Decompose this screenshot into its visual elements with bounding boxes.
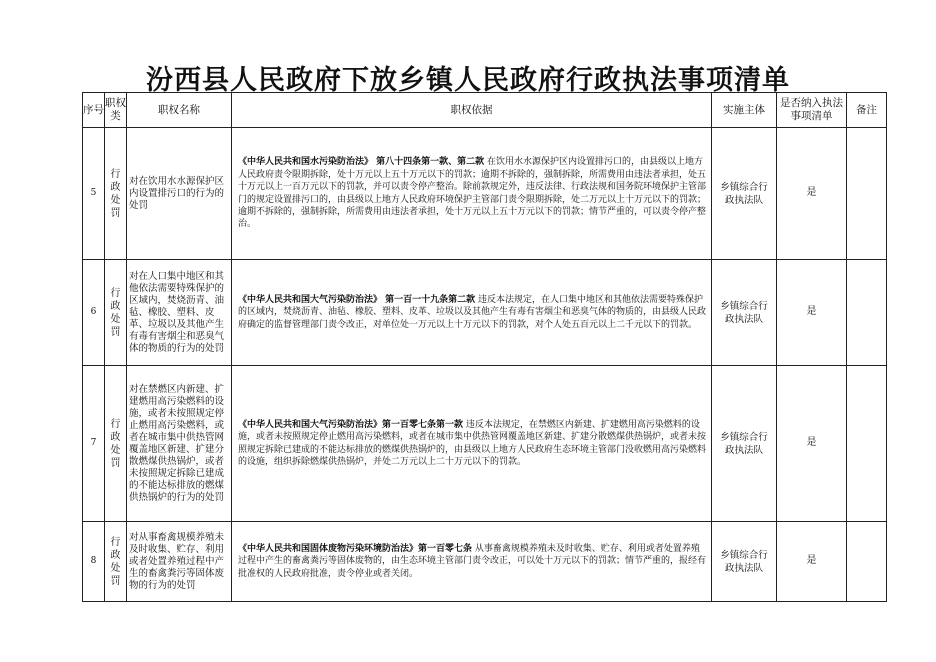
header-remark: 备注	[847, 93, 887, 128]
row-no: 6	[83, 260, 105, 366]
row-category: 行政处罚	[105, 366, 127, 522]
header-basis: 职权依据	[232, 93, 712, 128]
row-law: 《中华人民共和国大气污染防治法》第一百零七条第一款	[238, 419, 464, 430]
row-included: 是	[777, 128, 847, 260]
page-title: 汾西县人民政府下放乡镇人民政府行政执法事项清单	[146, 65, 790, 96]
row-included: 是	[777, 260, 847, 366]
header-body: 实施主体	[712, 93, 777, 128]
row-included: 是	[777, 522, 847, 602]
row-basis-text: 违反本法规定，在人口集中地区和其他依法需要特殊保护的区域内，焚烧沥青、油毡、橡胶、塑料、皮革、垃圾以及其他产生有毒有害烟尘和恶臭气体的物质的，由县级人民政府确定的监督管理部门责令改正，对单位处一万元以上十万元以下的罚款，对个人处五百元以上二千元以下的罚款。	[238, 294, 707, 330]
row-law: 《中华人民共和国水污染防治法》 第八十四条第一款、第二款	[238, 157, 485, 168]
row-category: 行政处罚	[105, 128, 127, 260]
row-included: 是	[777, 366, 847, 522]
row-body: 乡镇综合行政执法队	[712, 128, 777, 260]
table-row	[83, 522, 887, 602]
table-row	[83, 366, 887, 522]
row-category: 行政处罚	[105, 260, 127, 366]
row-body: 乡镇综合行政执法队	[712, 366, 777, 522]
row-name: 对从事畜禽规模养殖未及时收集、贮存、利用或者处置养殖过程中产生的畜禽粪污等固体废物的行为的处罚	[127, 522, 232, 602]
header-category-text: 职权类	[105, 97, 126, 122]
row-basis	[232, 128, 712, 260]
row-category: 行政处罚	[105, 522, 127, 602]
row-remark	[847, 260, 887, 366]
table-row	[83, 260, 887, 366]
row-name: 对在人口集中地区和其他依法需要特殊保护的区域内，焚烧沥青、油毡、橡胶、塑料、皮革、垃圾以及其他产生有毒有害烟尘和恶臭气体的物质的行为的处罚	[127, 260, 232, 366]
row-basis-text: 在饮用水水源保护区内设置排污口的，由县级以上地方人民政府责令限期拆除，处十万元以上五十万元以下的罚款；逾期不拆除的，强制拆除，所需费用由违法者承担，处五十万元以上一百万元以下的罚款，并可以责令停产整治。除前款规定外，违反法律、行政法规和国务院环境保护主管部门的规定设置排污口的，由县级以上地方人民政府环境保护主管部门责令限期拆除，处二万元以上十万元以下的罚款；逾期不拆除的，强制拆除，所需费用由违法者承担，处十万元以上五十万元以下的罚款；情节严重的，可以责令停产整治。	[238, 157, 707, 230]
table-header-row	[83, 93, 887, 128]
row-law: 《中华人民共和国固体废物污染环境防治法》第一百零七条	[238, 543, 473, 554]
row-basis	[232, 522, 712, 602]
row-name: 对在禁燃区内新建、扩建燃用高污染燃料的设施，或者未按照规定停止燃用高污染燃料，或者在城市集中供热管网覆盖地区新建、扩建分散燃煤供热锅炉，或者未按照规定拆除已建成的不能达标排放的燃煤供热锅炉的行为的处罚	[127, 366, 232, 522]
row-no: 5	[83, 128, 105, 260]
row-name: 对在饮用水水源保护区内设置排污口的行为的处罚	[127, 128, 232, 260]
row-remark	[847, 128, 887, 260]
header-included: 是否纳入执法事项清单	[777, 93, 847, 128]
row-remark	[847, 522, 887, 602]
row-basis-text: 从事畜禽规模养殖未及时收集、贮存、利用或者处置养殖过程中产生的畜禽粪污等固体废物的，由生态环境主管部门责令改正，可以处十万元以下的罚款；情节严重的，报经有批准权的人民政府批准，责令停业或者关闭。	[238, 543, 707, 579]
header-no: 序号	[83, 93, 105, 128]
row-no: 7	[83, 366, 105, 522]
enforcement-table	[82, 92, 887, 602]
row-remark	[847, 366, 887, 522]
header-category	[105, 93, 127, 128]
header-name: 职权名称	[127, 93, 232, 128]
row-law: 《中华人民共和国大气污染防治法》 第一百一十九条第二款	[238, 294, 476, 305]
row-no: 8	[83, 522, 105, 602]
row-basis	[232, 260, 712, 366]
row-basis-text: 违反本法规定，在禁燃区内新建、扩建燃用高污染燃料的设施，或者未按照规定停止燃用高污染燃料，或者在城市集中供热管网覆盖地区新建、扩建分散燃煤供热锅炉，或者未按照规定拆除已建成的不能达标排放的燃煤供热锅炉的，由县级以上地方人民政府生态环境主管部门没收燃用高污染燃料的设施，组织拆除燃煤供热锅炉，并处二万元以上二十万元以下的罚款。	[238, 419, 707, 467]
table-row	[83, 128, 887, 260]
row-body: 乡镇综合行政执法队	[712, 522, 777, 602]
row-body: 乡镇综合行政执法队	[712, 260, 777, 366]
row-basis	[232, 366, 712, 522]
